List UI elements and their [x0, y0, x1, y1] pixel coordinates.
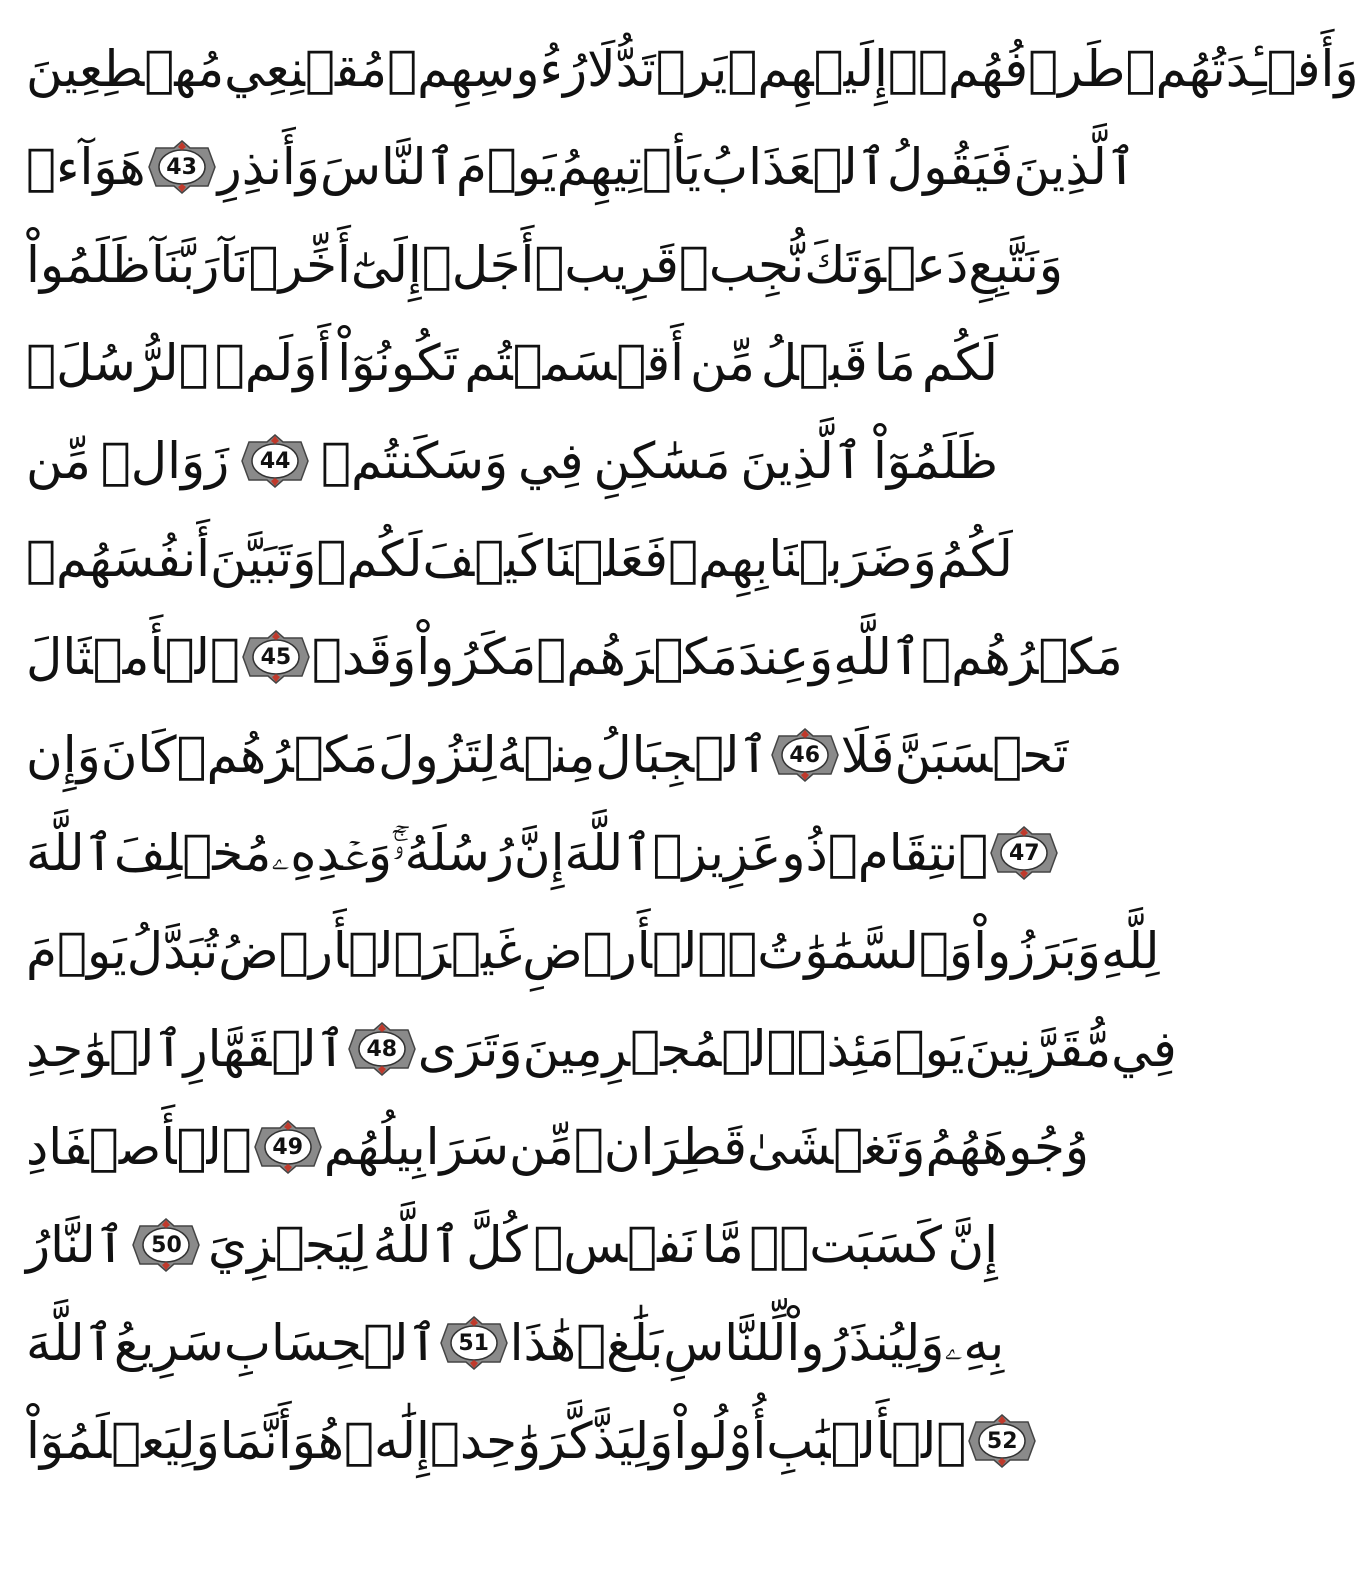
verse-word: تُبَدَّلُ	[126, 922, 219, 980]
verse-word: مُخۡلِفَ	[113, 824, 272, 882]
text-line	[26, 510, 1013, 608]
verse-word: ٱللَّهَ	[26, 824, 114, 882]
verse-word: يَرۡتَدُّ	[615, 40, 728, 98]
ayah-number-marker	[438, 1314, 510, 1372]
verse-word: لَكُمُ	[936, 530, 1013, 588]
verse-word: إِنَّ	[513, 824, 565, 882]
verse-word: ٱللَّهَ	[26, 1314, 114, 1372]
ayah-number-marker	[240, 628, 312, 686]
verse-word: لِيَجۡزِيَ	[207, 1216, 368, 1274]
verse-word: مِنۡهُ	[496, 726, 596, 784]
verse-word: مُّقَرَّنِينَ	[964, 1020, 1112, 1078]
verse-word: إِلَٰهٞ	[343, 1412, 430, 1470]
verse-word: مِّن	[690, 334, 755, 392]
verse-word: أَنفُسَهُمۡ	[26, 530, 211, 588]
verse-word: مَّا	[701, 1216, 744, 1274]
verse-word: وَسَكَنتُمۡ	[321, 432, 509, 490]
verse-word: مُقۡنِعِي	[224, 40, 388, 98]
verse-word: هُوَ	[291, 1412, 344, 1470]
verse-word: وَتَغۡشَىٰ	[746, 1118, 926, 1176]
verse-word: ٱلۡأَلۡبَٰبِ	[766, 1412, 967, 1470]
verse-word: ظَلَمُوٓاْ	[873, 432, 998, 490]
verse-word: أَنَّمَا	[219, 1412, 292, 1470]
verse-word: بَلَٰغٞ	[576, 1314, 664, 1372]
ayah-number: 43	[166, 154, 197, 180]
verse-word: أَقۡسَمۡتُم	[464, 334, 684, 392]
verse-word: مَا	[873, 334, 916, 392]
verse-word: لِتَزُولَ	[378, 726, 497, 784]
verse-word: لَكُمۡ	[316, 530, 423, 588]
verse-word: ٱلۡحِسَابِ	[223, 1314, 438, 1372]
verse-word: إِلَيۡهِمۡ	[727, 40, 888, 98]
verse-word: وَلِيُنذَرُواْ	[786, 1314, 945, 1372]
verse-word: رَبَّنَآ	[150, 236, 220, 294]
text-line	[26, 1196, 998, 1294]
verse-word: مَكۡرُهُمۡ	[176, 726, 379, 784]
verse-word: وَبَرَزُواْ	[973, 922, 1101, 980]
verse-word: قَرِيبٖ	[534, 236, 679, 294]
verse-word: مَكۡرُهُمۡ	[921, 628, 1123, 686]
ayah-number: 50	[151, 1232, 182, 1258]
ayah-number-marker	[146, 138, 218, 196]
verse-word: ٱلَّذِينَ	[740, 432, 864, 490]
verse-word: بِهِمۡ	[668, 530, 769, 588]
verse-word: يَأۡتِيهِمُ	[556, 138, 702, 196]
text-line	[26, 706, 1069, 804]
ayah-number: 48	[366, 1036, 398, 1062]
verse-word: ٱلۡأَرۡضُ	[218, 922, 424, 980]
verse-word: لِلَّهِ	[1100, 922, 1160, 980]
ayah-number-marker	[252, 1118, 324, 1176]
verse-word: ٱلنَّارُ	[26, 1216, 125, 1274]
verse-word: فِي	[1111, 1020, 1177, 1078]
verse-word: وَٱلسَّمَٰوَٰتُۖ	[727, 922, 974, 980]
verse-word: وَتَرَى	[417, 1020, 523, 1078]
verse-word: ٱلۡأَرۡضِ	[522, 922, 728, 980]
verse-word: وَأَنذِرِ	[217, 138, 320, 196]
ayah-number: 52	[986, 1428, 1018, 1454]
verse-word: تَكُونُوٓاْ	[337, 334, 459, 392]
verse-word: أَجَلٖ	[421, 236, 535, 294]
ayah-number-marker	[966, 1412, 1038, 1470]
verse-word: وَعۡدِهِۦ	[271, 824, 393, 882]
verse-word: إِلَىٰٓ	[350, 236, 422, 294]
verse-word: غَيۡرَ	[423, 922, 523, 980]
verse-word: وَضَرَبۡنَا	[768, 530, 937, 588]
verse-word: ٱلۡقَهَّارِ	[183, 1020, 346, 1078]
verse-word: قَطِرَانٖ	[573, 1118, 747, 1176]
verse-word: وَلِيَذَّكَّرَ	[541, 1412, 674, 1470]
verse-word: ٱلنَّاسَ	[319, 138, 456, 196]
verse-word: وَلِيَعۡلَمُوٓاْ	[26, 1412, 220, 1470]
verse-word: عَزِيزٞ	[652, 824, 782, 882]
ayah-number: 47	[1008, 840, 1040, 866]
ayah-number-marker	[346, 1020, 418, 1078]
verse-word: نُّجِبۡ	[678, 236, 805, 294]
verse-word: طَرۡفُهُمۡۖ	[887, 40, 1126, 98]
text-line	[26, 1392, 1018, 1490]
verse-word: فَيَقُولُ	[886, 138, 1014, 196]
text-line	[26, 902, 1160, 1000]
verse-word: لَكُم	[921, 334, 998, 392]
ayah-number: 46	[789, 742, 821, 768]
verse-word: وَأَفۡـِٔدَتُهُمۡ	[1125, 40, 1359, 98]
text-line	[26, 804, 1040, 902]
verse-word: ٱلرُّسُلَۗ	[26, 334, 209, 392]
verse-word: سَرَابِيلُهُم	[323, 1118, 509, 1176]
ayah-number: 49	[272, 1134, 304, 1160]
text-line	[26, 1000, 1177, 1098]
verse-word: أَوَلَمۡ	[214, 334, 332, 392]
text-line	[26, 412, 998, 510]
verse-word: وَعِندَ	[737, 628, 834, 686]
ayah-number: 44	[259, 448, 291, 474]
ayah-number-marker	[130, 1216, 202, 1274]
text-line	[26, 1098, 1090, 1196]
verse-word: يَوۡمَ	[26, 922, 127, 980]
ayah-number-marker	[988, 824, 1060, 882]
ayah-number: 45	[260, 644, 292, 670]
verse-word: أُوْلُواْ	[673, 1412, 767, 1470]
verse-word: ٱللَّهُ	[372, 1216, 461, 1274]
verse-word: فَلَا	[840, 726, 895, 784]
verse-word: ٱللَّهِ	[833, 628, 922, 686]
text-line	[26, 118, 1137, 216]
verse-word: وَٰحِدٞ	[429, 1412, 542, 1470]
ayah-number-marker	[239, 432, 311, 490]
verse-word: كَسَبَتۡۚ	[749, 1216, 942, 1274]
verse-word: مُهۡطِعِينَ	[26, 40, 225, 98]
verse-word: رُءُوسِهِمۡ	[387, 40, 588, 98]
verse-word: كَيۡفَ	[422, 530, 544, 588]
verse-word: نَفۡسٖ	[533, 1216, 697, 1274]
verse-word: مِّن	[26, 432, 91, 490]
verse-word: مَسَٰكِنِ	[593, 432, 731, 490]
verse-word: وَإِن	[26, 726, 101, 784]
verse-word: وَتَبَيَّنَ	[210, 530, 317, 588]
verse-word: ٱلۡأَصۡفَادِ	[26, 1118, 252, 1176]
verse-word: هَوَآءٞ	[26, 138, 146, 196]
verse-word: سَرِيعُ	[113, 1314, 224, 1372]
verse-word: ٱلۡعَذَابُ	[701, 138, 887, 196]
verse-word: وَقَدۡ	[311, 628, 417, 686]
verse-word: لِّلنَّاسِ	[663, 1314, 787, 1372]
verse-word: بِهِۦ	[944, 1314, 1005, 1372]
verse-word: دَعۡوَتَكَ	[804, 236, 969, 294]
text-line	[26, 20, 1359, 118]
verse-word: أَخِّرۡنَآ	[219, 236, 351, 294]
verse-word: كَانَ	[100, 726, 177, 784]
verse-word: ٱنتِقَامٖ	[827, 824, 989, 882]
verse-word: ظَلَمُواْ	[26, 236, 151, 294]
verse-word: قَبۡلُ	[760, 334, 868, 392]
text-line	[26, 1294, 1005, 1392]
verse-word: زَوَالٖ	[100, 432, 230, 490]
verse-word: وُجُوهَهُمُ	[925, 1118, 1090, 1176]
verse-word: فِي	[517, 432, 584, 490]
verse-word: ٱلۡأَمۡثَالَ	[26, 628, 240, 686]
verse-word: مَكَرُواْ	[416, 628, 537, 686]
verse-word: هَٰذَا	[509, 1314, 577, 1372]
verse-word: رُسُلَهُۥٓۚ	[392, 824, 514, 882]
verse-word: يَوۡمَئِذٖ	[796, 1020, 965, 1078]
verse-word: مِّن	[509, 1118, 574, 1176]
verse-word: فَعَلۡنَا	[543, 530, 669, 588]
verse-word: ٱللَّهَ	[564, 824, 653, 882]
verse-word: وَنَتَّبِعِ	[968, 236, 1064, 294]
verse-word: كُلَّ	[466, 1216, 528, 1274]
verse-word: ٱلۡمُجۡرِمِينَ	[522, 1020, 797, 1078]
verse-word: مَكۡرَهُمۡ	[536, 628, 738, 686]
text-line	[26, 608, 1123, 706]
text-line	[26, 314, 998, 412]
verse-word: ٱلَّذِينَ	[1013, 138, 1137, 196]
verse-word: تَحۡسَبَنَّ	[894, 726, 1069, 784]
verse-word: إِنَّ	[947, 1216, 998, 1274]
ayah-number-marker	[769, 726, 841, 784]
verse-word: لَا	[587, 40, 616, 98]
verse-word: ذُو	[781, 824, 828, 882]
verse-word: يَوۡمَ	[455, 138, 557, 196]
text-line	[26, 216, 1064, 314]
verse-word: ٱلۡجِبَالُ	[595, 726, 769, 784]
verse-word: ٱلۡوَٰحِدِ	[26, 1020, 184, 1078]
ayah-number: 51	[458, 1330, 489, 1356]
